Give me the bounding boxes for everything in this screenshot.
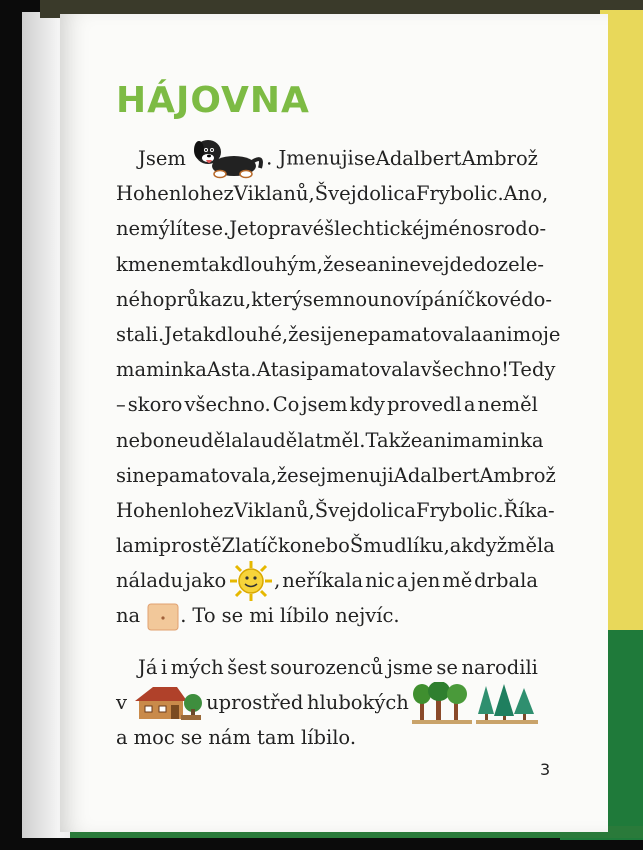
- text-line: [116, 598, 538, 633]
- word: všechno!: [420, 358, 509, 382]
- word: který: [251, 287, 303, 311]
- word: je: [326, 322, 344, 346]
- word: moc: [133, 726, 175, 750]
- word: dlouhé,: [214, 322, 289, 346]
- word: s: [484, 217, 495, 241]
- word: Viklanů,: [233, 182, 315, 206]
- word: –: [116, 393, 126, 417]
- word: ani: [366, 252, 397, 276]
- word: tam: [257, 726, 295, 750]
- word: mi: [249, 604, 274, 628]
- word: to: [248, 217, 269, 241]
- word: prostě: [158, 534, 222, 558]
- word: i: [160, 656, 168, 679]
- word: Šmudlíku,: [349, 534, 450, 558]
- word: jméno: [423, 217, 485, 241]
- text-line: [116, 141, 538, 176]
- text-line: [116, 685, 538, 720]
- word: jen: [410, 569, 441, 593]
- word: udělat: [260, 428, 324, 452]
- word: se: [436, 656, 458, 679]
- word: Adalbert: [375, 147, 462, 170]
- word: a: [116, 726, 128, 750]
- word: Ambrož: [461, 147, 538, 170]
- word: náladu: [116, 569, 184, 593]
- word: Viklanů,: [233, 498, 315, 522]
- word: Tedy: [508, 358, 556, 382]
- word: Ambrož: [479, 463, 556, 487]
- word: provedl: [386, 393, 462, 417]
- word: si: [309, 322, 327, 346]
- word: To: [192, 604, 216, 628]
- word: ta: [270, 358, 291, 382]
- word: a: [249, 428, 261, 452]
- text-line: [116, 423, 544, 458]
- word: Říka-: [503, 498, 555, 522]
- word: kdy: [349, 393, 385, 417]
- word: Adalbert: [393, 463, 480, 487]
- word: zele-: [497, 252, 544, 276]
- word: mi: [133, 534, 159, 558]
- word: stali.: [116, 322, 165, 346]
- word: .: [180, 604, 187, 628]
- chapter-title: HÁJOVNA: [116, 80, 310, 121]
- house-icon: [131, 683, 203, 723]
- word: si: [290, 358, 307, 382]
- word: nejvíc.: [335, 604, 400, 628]
- word: Asta.: [206, 358, 257, 382]
- word: z: [223, 182, 234, 206]
- word: tak: [183, 322, 215, 346]
- word: Švejdolic: [314, 182, 405, 206]
- text-line: [116, 352, 556, 387]
- word: . Jmenuji: [266, 146, 354, 170]
- word: pamatovala: [306, 358, 421, 382]
- word: na: [116, 604, 141, 628]
- word: pravé: [268, 217, 325, 241]
- word: Ano,: [503, 182, 549, 206]
- word: nepamatovala,: [132, 463, 277, 487]
- word: dlouhým,: [231, 252, 324, 276]
- word: měla: [507, 534, 555, 558]
- word: moje: [512, 322, 561, 346]
- word: ani: [422, 428, 453, 452]
- word: se: [302, 287, 325, 311]
- word: a: [404, 182, 416, 206]
- word: jsem: [301, 393, 348, 417]
- belly-icon: [146, 602, 180, 632]
- word: jsme: [386, 656, 433, 679]
- word: nemýlíte: [116, 217, 202, 241]
- word: A: [256, 358, 271, 382]
- word: mě: [442, 569, 473, 593]
- text-line: [116, 211, 547, 246]
- word: rodo-: [494, 217, 547, 241]
- word: když: [461, 534, 508, 558]
- text-line: [116, 247, 544, 282]
- pine-forest-icon: [476, 682, 538, 724]
- word: maminka: [452, 428, 544, 452]
- word-group: [146, 598, 186, 633]
- word: do-: [521, 287, 553, 311]
- word: do: [473, 252, 498, 276]
- word: Švejdolic: [314, 498, 405, 522]
- word: jako: [184, 569, 227, 593]
- word: si: [116, 463, 133, 487]
- text-line: [116, 317, 561, 352]
- paragraph-2: [116, 650, 538, 756]
- word: noví: [379, 287, 422, 311]
- word: jmenuji: [320, 463, 394, 487]
- word: měl.: [323, 428, 366, 452]
- word: hlubokých: [306, 691, 409, 715]
- word: ného: [116, 287, 165, 311]
- page-number: 3: [540, 760, 551, 779]
- word: že: [323, 252, 345, 276]
- word: Frybolic.: [415, 498, 504, 522]
- word: průkazu,: [164, 287, 252, 311]
- word: mých: [170, 656, 224, 679]
- word: maminka: [116, 358, 207, 382]
- word: neříkala: [282, 569, 364, 593]
- word: a: [449, 534, 462, 558]
- text-line: [116, 282, 553, 317]
- word: tak: [200, 252, 232, 276]
- word: Je: [229, 217, 249, 241]
- word: Takže: [365, 428, 423, 452]
- word: a: [396, 569, 409, 593]
- word: se.: [201, 217, 230, 241]
- word: Hohenlohe: [116, 182, 224, 206]
- word: nebo: [116, 428, 165, 452]
- word: v: [116, 691, 128, 715]
- word: že: [276, 463, 299, 487]
- word: uprostřed: [206, 691, 304, 715]
- word: nám: [208, 726, 252, 750]
- text-line: [116, 650, 538, 685]
- word: páníčkové: [421, 287, 522, 311]
- word: z: [223, 498, 234, 522]
- word: se: [298, 463, 321, 487]
- word: drbala: [474, 569, 538, 593]
- word: že: [288, 322, 310, 346]
- word-group: [228, 560, 280, 602]
- word: neměl: [477, 393, 538, 417]
- word: a: [463, 393, 476, 417]
- word: nevejde: [396, 252, 474, 276]
- word: líbilo: [279, 604, 330, 628]
- word: se: [344, 252, 367, 276]
- text-line: [116, 458, 556, 493]
- word: sourozenců: [270, 656, 384, 679]
- word: la: [116, 534, 134, 558]
- word: mnou: [324, 287, 380, 311]
- word: všechno.: [184, 393, 271, 417]
- word: nepamatovala: [343, 322, 483, 346]
- word: se: [180, 726, 203, 750]
- word: Frybolic.: [415, 182, 504, 206]
- text-line: [116, 176, 549, 211]
- word: nebo: [301, 534, 350, 558]
- word: kmenem: [116, 252, 201, 276]
- word: šlechtické: [324, 217, 424, 241]
- word: šest: [227, 656, 267, 679]
- forest-icon: [412, 682, 472, 724]
- word: líbilo.: [301, 726, 357, 750]
- word: se: [353, 147, 376, 170]
- word: ani: [482, 322, 513, 346]
- word: nic: [365, 569, 395, 593]
- sun-icon: [228, 560, 274, 602]
- word: narodili: [461, 656, 538, 679]
- text-line: [116, 387, 538, 422]
- word: a: [404, 498, 416, 522]
- word: Co: [272, 393, 300, 417]
- word: Já: [138, 656, 158, 679]
- paragraph-1: [116, 141, 561, 634]
- word: Jsem: [138, 147, 186, 170]
- word: se: [221, 604, 244, 628]
- word: ,: [274, 568, 281, 592]
- word: skoro: [127, 393, 183, 417]
- text-line: [116, 493, 555, 528]
- text-line: [116, 563, 538, 598]
- word: neudělal: [164, 428, 250, 452]
- word: Zlatíčko: [221, 534, 302, 558]
- word: Je: [164, 322, 184, 346]
- text-line: [116, 720, 538, 755]
- word: Hohenlohe: [116, 498, 224, 522]
- text-line: [116, 528, 555, 563]
